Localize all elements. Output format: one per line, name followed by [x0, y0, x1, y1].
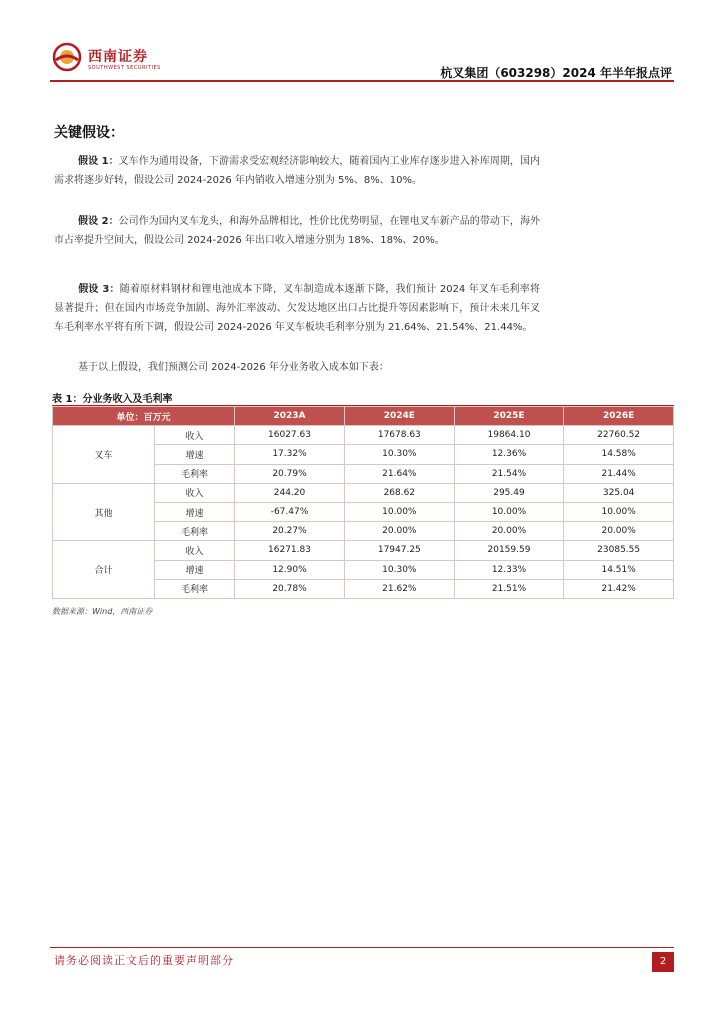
- table-row: [53, 483, 674, 502]
- table-cell: 20.79%: [235, 464, 345, 483]
- table-cell: 14.58%: [564, 445, 674, 464]
- metric-label: 收入: [155, 426, 235, 445]
- assumption-text: 叉车作为通用设备，下游需求受宏观经济影响较大，随着国内工业库存逐步进入补库周期，国内需求将逐步好转，假设公司 2024-2026 年内销收入增速分别为 5%、8%、10%。: [54, 156, 540, 186]
- table-cell: 21.54%: [454, 464, 564, 483]
- company-logo: [52, 42, 182, 76]
- assumption-label: 假设 2：: [78, 216, 119, 227]
- footer-disclaimer: 请务必阅读正文后的重要声明部分: [54, 954, 234, 967]
- logo-english-name: SOUTHWEST SECURITIES: [88, 65, 161, 71]
- segment-revenue-table: [52, 406, 674, 599]
- table-cell: 19864.10: [454, 426, 564, 445]
- table-cell: 20159.59: [454, 541, 564, 560]
- year-header: 2024E: [345, 407, 455, 426]
- table-cell: 20.00%: [564, 522, 674, 541]
- page-header: [50, 40, 674, 84]
- year-header: 2025E: [454, 407, 564, 426]
- assumption-3: [54, 280, 540, 337]
- assumption-text: 随着原材料钢材和锂电池成本下降，叉车制造成本逐渐下降，我们预计 2024 年叉车毛利率将显著提升；但在国内市场竞争加剧、海外汇率波动、欠发达地区出口占比提升等因素影响下，预计未来几年叉车毛利率水平将有所下调，假设公司 2024-2026 年叉车板块毛利率分别为 21.64%、21.54%、21.44%。: [54, 284, 540, 333]
- segment-name: 合计: [53, 541, 155, 599]
- metric-label: 增速: [155, 445, 235, 464]
- metric-label: 收入: [155, 483, 235, 502]
- table-cell: 20.00%: [345, 522, 455, 541]
- table-cell: 20.78%: [235, 579, 345, 598]
- report-title: 杭叉集团（603298）2024 年半年报点评: [440, 66, 672, 80]
- table-cell: 16027.63: [235, 426, 345, 445]
- summary-paragraph: [54, 358, 540, 377]
- footer-divider: [50, 947, 674, 948]
- table-cell: 22760.52: [564, 426, 674, 445]
- table-cell: -67.47%: [235, 502, 345, 521]
- table-cell: 12.36%: [454, 445, 564, 464]
- table-cell: 17.32%: [235, 445, 345, 464]
- table-cell: 10.30%: [345, 445, 455, 464]
- table-cell: 17947.25: [345, 541, 455, 560]
- metric-label: 收入: [155, 541, 235, 560]
- table-cell: 21.64%: [345, 464, 455, 483]
- table-cell: 10.00%: [454, 502, 564, 521]
- table-caption-text: 表 1：分业务收入及毛利率: [52, 394, 173, 405]
- metric-label: 毛利率: [155, 464, 235, 483]
- table-header-row: [53, 407, 674, 426]
- table-cell: 244.20: [235, 483, 345, 502]
- metric-label: 毛利率: [155, 522, 235, 541]
- year-header: 2023A: [235, 407, 345, 426]
- metric-label: 增速: [155, 502, 235, 521]
- table-cell: 12.33%: [454, 560, 564, 579]
- table-cell: 20.27%: [235, 522, 345, 541]
- assumption-1: [54, 152, 540, 190]
- table-cell: 10.00%: [564, 502, 674, 521]
- table-cell: 21.44%: [564, 464, 674, 483]
- header-divider: [50, 80, 674, 82]
- table-cell: 21.42%: [564, 579, 674, 598]
- assumption-label: 假设 3：: [78, 284, 120, 295]
- metric-label: 增速: [155, 560, 235, 579]
- table-cell: 23085.55: [564, 541, 674, 560]
- page-number: 2: [652, 952, 674, 972]
- table-cell: 10.00%: [345, 502, 455, 521]
- table-cell: 16271.83: [235, 541, 345, 560]
- table-cell: 12.90%: [235, 560, 345, 579]
- assumption-label: 假设 1：: [78, 156, 119, 167]
- table-cell: 325.04: [564, 483, 674, 502]
- table-row: [53, 541, 674, 560]
- table-cell: 14.51%: [564, 560, 674, 579]
- table-cell: 21.62%: [345, 579, 455, 598]
- logo-chinese-name: 西南证券: [88, 49, 148, 65]
- summary-text: 基于以上假设，我们预测公司 2024-2026 年分业务收入成本如下表：: [78, 362, 389, 373]
- table-cell: 20.00%: [454, 522, 564, 541]
- unit-header: 单位：百万元: [53, 407, 235, 426]
- assumption-2: [54, 212, 540, 250]
- assumption-text: 公司作为国内叉车龙头，和海外品牌相比，性价比优势明显，在锂电叉车新产品的带动下，海外市占率提升空间大，假设公司 2024-2026 年出口收入增速分别为 18%、18%、20%。: [54, 216, 540, 246]
- table-cell: 295.49: [454, 483, 564, 502]
- metric-label: 毛利率: [155, 579, 235, 598]
- table-cell: 17678.63: [345, 426, 455, 445]
- segment-name: 叉车: [53, 426, 155, 484]
- table-cell: 10.30%: [345, 560, 455, 579]
- table-row: [53, 426, 674, 445]
- table-cell: 21.51%: [454, 579, 564, 598]
- data-source-note: 数据来源：Wind，西南证券: [52, 607, 153, 616]
- table-cell: 268.62: [345, 483, 455, 502]
- segment-name: 其他: [53, 483, 155, 541]
- logo-emblem-icon: [52, 42, 82, 72]
- year-header: 2026E: [564, 407, 674, 426]
- section-title: 关键假设：: [54, 125, 124, 141]
